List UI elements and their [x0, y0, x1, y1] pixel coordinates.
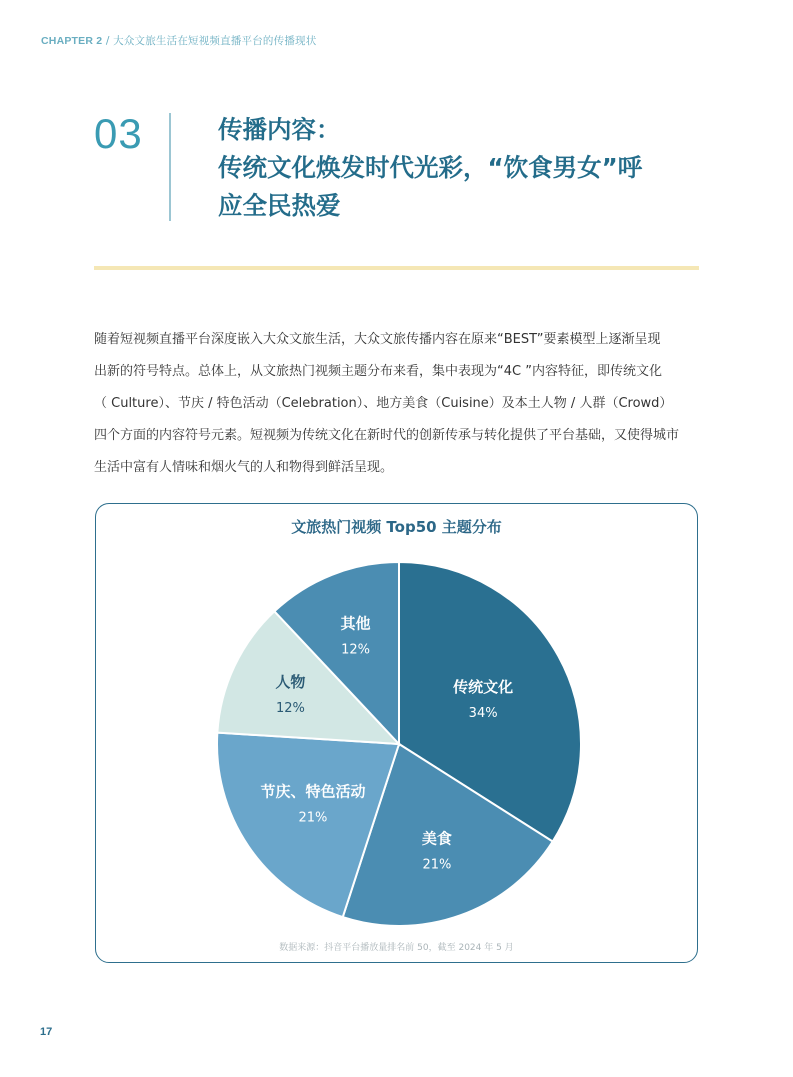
title-line-1: 传播内容： [218, 115, 341, 144]
chapter-title: / 大众文旅生活在短视频直播平台的传播现状 [102, 35, 317, 47]
chart-title: 文旅热门视频 Top50 主题分布 [291, 518, 502, 536]
slice-value-label: 12% [275, 700, 305, 716]
slice-label: 节庆、特色活动 [260, 782, 366, 801]
slice-value-label: 34% [468, 705, 498, 721]
body-line: （ Culture）、节庆 / 特色活动（Celebration）、地方美食（Cuisine）及本土人物 / 人群（Crowd） [94, 396, 673, 411]
slice-label: 美食 [421, 829, 452, 848]
slice-value-label: 21% [422, 857, 452, 873]
slice-label: 传统文化 [453, 677, 514, 696]
page-number: 17 [40, 1026, 53, 1038]
chart-source: 数据来源：抖音平台播放量排名前 50，截至 2024 年 5 月 [279, 943, 514, 953]
body-line: 随着短视频直播平台深度嵌入大众文旅生活，大众文旅传播内容在原来“BEST”要素模型上逐渐呈现 [94, 332, 661, 347]
title-line-3: 应全民热爱 [218, 191, 341, 220]
slice-label: 其他 [340, 614, 371, 633]
slice-label: 人物 [275, 672, 306, 691]
section-number: 03 [94, 110, 143, 157]
slice-value-label: 21% [298, 810, 328, 826]
body-line: 生活中富有人情味和烟火气的人和物得到鲜活呈现。 [94, 460, 394, 475]
body-line: 四个方面的内容符号元素。短视频为传统文化在新时代的创新传承与转化提供了平台基础，又使得城市 [94, 428, 680, 443]
slice-value-label: 12% [341, 642, 371, 658]
body-line: 出新的符号特点。总体上，从文旅热门视频主题分布来看，集中表现为“4C ”内容特征，即传统文化 [94, 364, 662, 379]
title-line-2: 传统文化焕发时代光彩，“饮食男女”呼 [218, 153, 643, 182]
chapter-label: CHAPTER 2 [41, 35, 103, 47]
